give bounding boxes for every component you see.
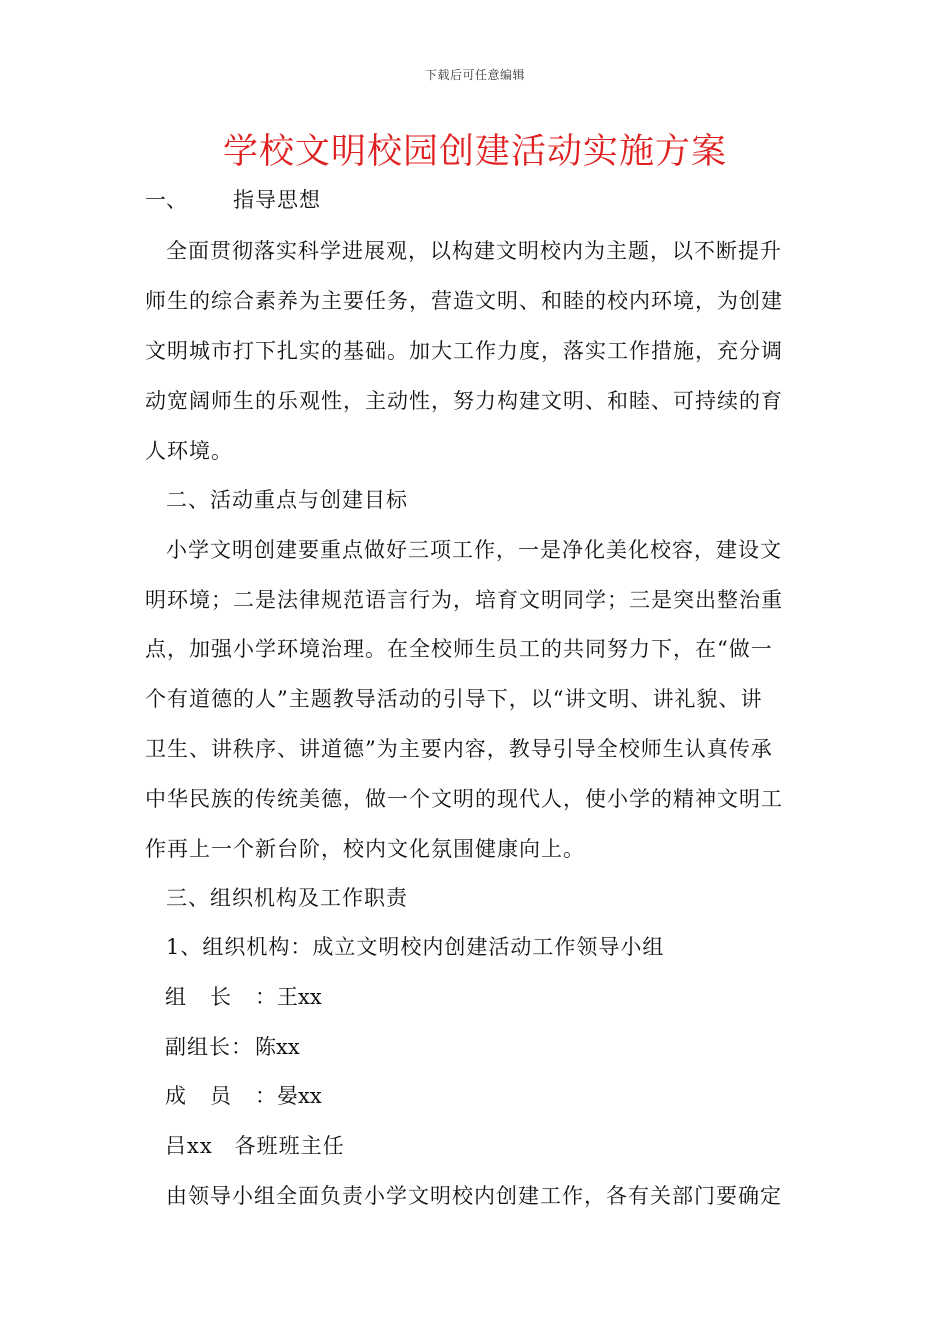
section-2-line: 卫生、讲秩序、讲道德”为主要内容，教导引导全校师生认真传承	[145, 737, 773, 761]
roster-value: 晏xx	[277, 1084, 322, 1108]
section-2-line: 个有道德的人”主题教导活动的引导下，以“讲文明、讲礼貌、讲	[145, 687, 763, 711]
section-1-line: 人环境。	[145, 439, 233, 463]
section-3-subheading: 1、组织机构：成立文明校内创建活动工作领导小组	[166, 935, 665, 959]
extra-members-line: 吕xx 各班班主任	[165, 1134, 345, 1158]
roster-label: 副组长：	[165, 1035, 253, 1059]
section-1-number: 一、	[145, 188, 187, 212]
section-2-heading: 二、活动重点与创建目标	[166, 488, 408, 512]
roster-value: 陈xx	[255, 1035, 300, 1059]
header-note: 下载后可任意编辑	[424, 68, 525, 82]
document-title: 学校文明校园创建活动实施方案	[222, 132, 727, 172]
section-2-line: 点，加强小学环境治理。在全校师生员工的共同努力下，在“做一	[145, 637, 773, 661]
section-1-line: 师生的综合素养为主要任务，营造文明、和睦的校内环境，为创建	[145, 289, 783, 313]
section-1-line: 动宽阔师生的乐观性，主动性，努力构建文明、和睦、可持续的育	[145, 389, 783, 413]
closing-line: 由领导小组全面负责小学文明校内创建工作，各有关部门要确定	[166, 1184, 782, 1208]
roster-label: 组长：	[165, 985, 277, 1009]
section-2-line: 小学文明创建要重点做好三项工作，一是净化美化校容，建设文	[166, 538, 782, 562]
roster-label: 成员：	[165, 1084, 277, 1108]
section-2-line: 作再上一个新台阶，校内文化氛围健康向上。	[145, 837, 585, 861]
section-2-line: 明环境；二是法律规范语言行为，培育文明同学；三是突出整治重	[145, 588, 783, 612]
section-3-heading: 三、组织机构及工作职责	[166, 886, 408, 910]
section-1-title: 指导思想	[233, 188, 321, 212]
section-2-line: 中华民族的传统美德，做一个文明的现代人，使小学的精神文明工	[145, 787, 783, 811]
section-1-heading	[145, 185, 365, 215]
section-1-line: 文明城市打下扎实的基础。加大工作力度，落实工作措施，充分调	[145, 339, 783, 363]
section-1-line: 全面贯彻落实科学进展观，以构建文明校内为主题，以不断提升	[166, 239, 782, 263]
roster-value: 王xx	[277, 985, 322, 1009]
